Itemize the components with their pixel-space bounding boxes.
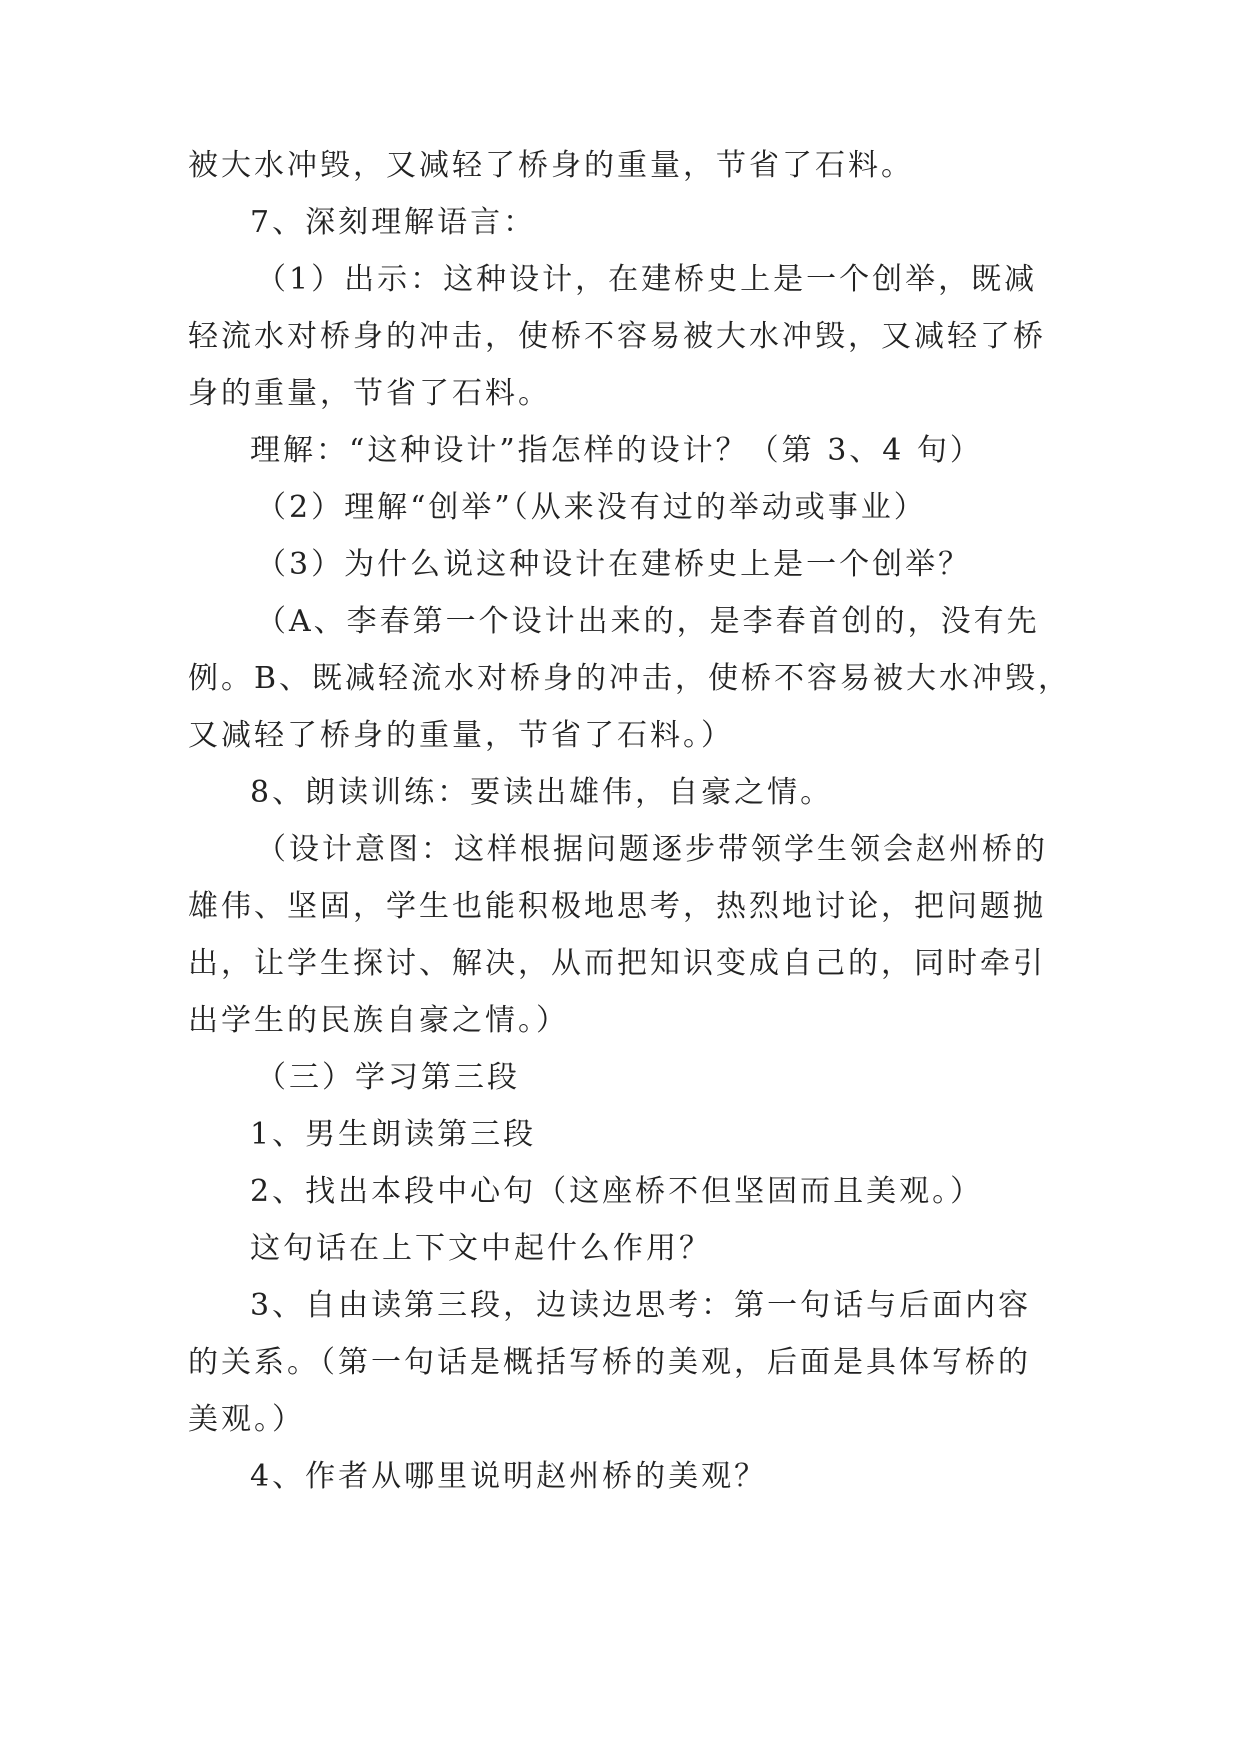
text-line: 身的重量，节省了石料。: [188, 376, 551, 411]
text-line: 1、男生朗读第三段: [250, 1117, 537, 1152]
text-line: 出，让学生探讨、解决，从而把知识变成自己的，同时牵引: [188, 946, 1046, 981]
text-line: 8、朗读训练：要读出雄伟，自豪之情。: [250, 775, 834, 810]
text-line: （2）理解“创举”（从来没有过的举动或事业）: [256, 490, 927, 525]
text-line: 理解：“这种设计”指怎样的设计？（第 3、4 句）: [250, 433, 983, 468]
section-heading: （三）学习第三段: [256, 1060, 520, 1095]
text-line: 出学生的民族自豪之情。）: [188, 1003, 569, 1038]
text-line: 3、自由读第三段，边读边思考：第一句话与后面内容: [250, 1288, 1032, 1323]
text-line: （1）出示：这种设计，在建桥史上是一个创举，既减: [256, 262, 1038, 297]
text-line: 雄伟、坚固，学生也能积极地思考，热烈地讨论，把问题抛: [188, 889, 1046, 924]
text-line: 2、找出本段中心句（这座桥不但坚固而且美观。）: [250, 1174, 984, 1209]
text-line: 美观。）: [188, 1402, 305, 1437]
text-line: （设计意图：这样根据问题逐步带领学生领会赵州桥的: [256, 832, 1048, 867]
text-line: （3）为什么说这种设计在建桥史上是一个创举？: [256, 547, 972, 582]
text-line: 被大水冲毁，又减轻了桥身的重量，节省了石料。: [188, 148, 914, 183]
text-line: 轻流水对桥身的冲击，使桥不容易被大水冲毁，又减轻了桥: [188, 319, 1046, 354]
text-line: 又减轻了桥身的重量，节省了石料。）: [188, 718, 734, 753]
text-line: 4、作者从哪里说明赵州桥的美观？: [250, 1459, 768, 1494]
text-line: 这句话在上下文中起什么作用？: [250, 1231, 712, 1266]
text-line: 例。B、既减轻流水对桥身的冲击，使桥不容易被大水冲毁，: [188, 661, 1072, 696]
text-line: 的关系。（第一句话是概括写桥的美观，后面是具体写桥的: [188, 1345, 1031, 1380]
text-line: （A、李春第一个设计出来的，是李春首创的，没有先: [256, 604, 1040, 639]
text-line: 7、深刻理解语言：: [250, 205, 537, 240]
